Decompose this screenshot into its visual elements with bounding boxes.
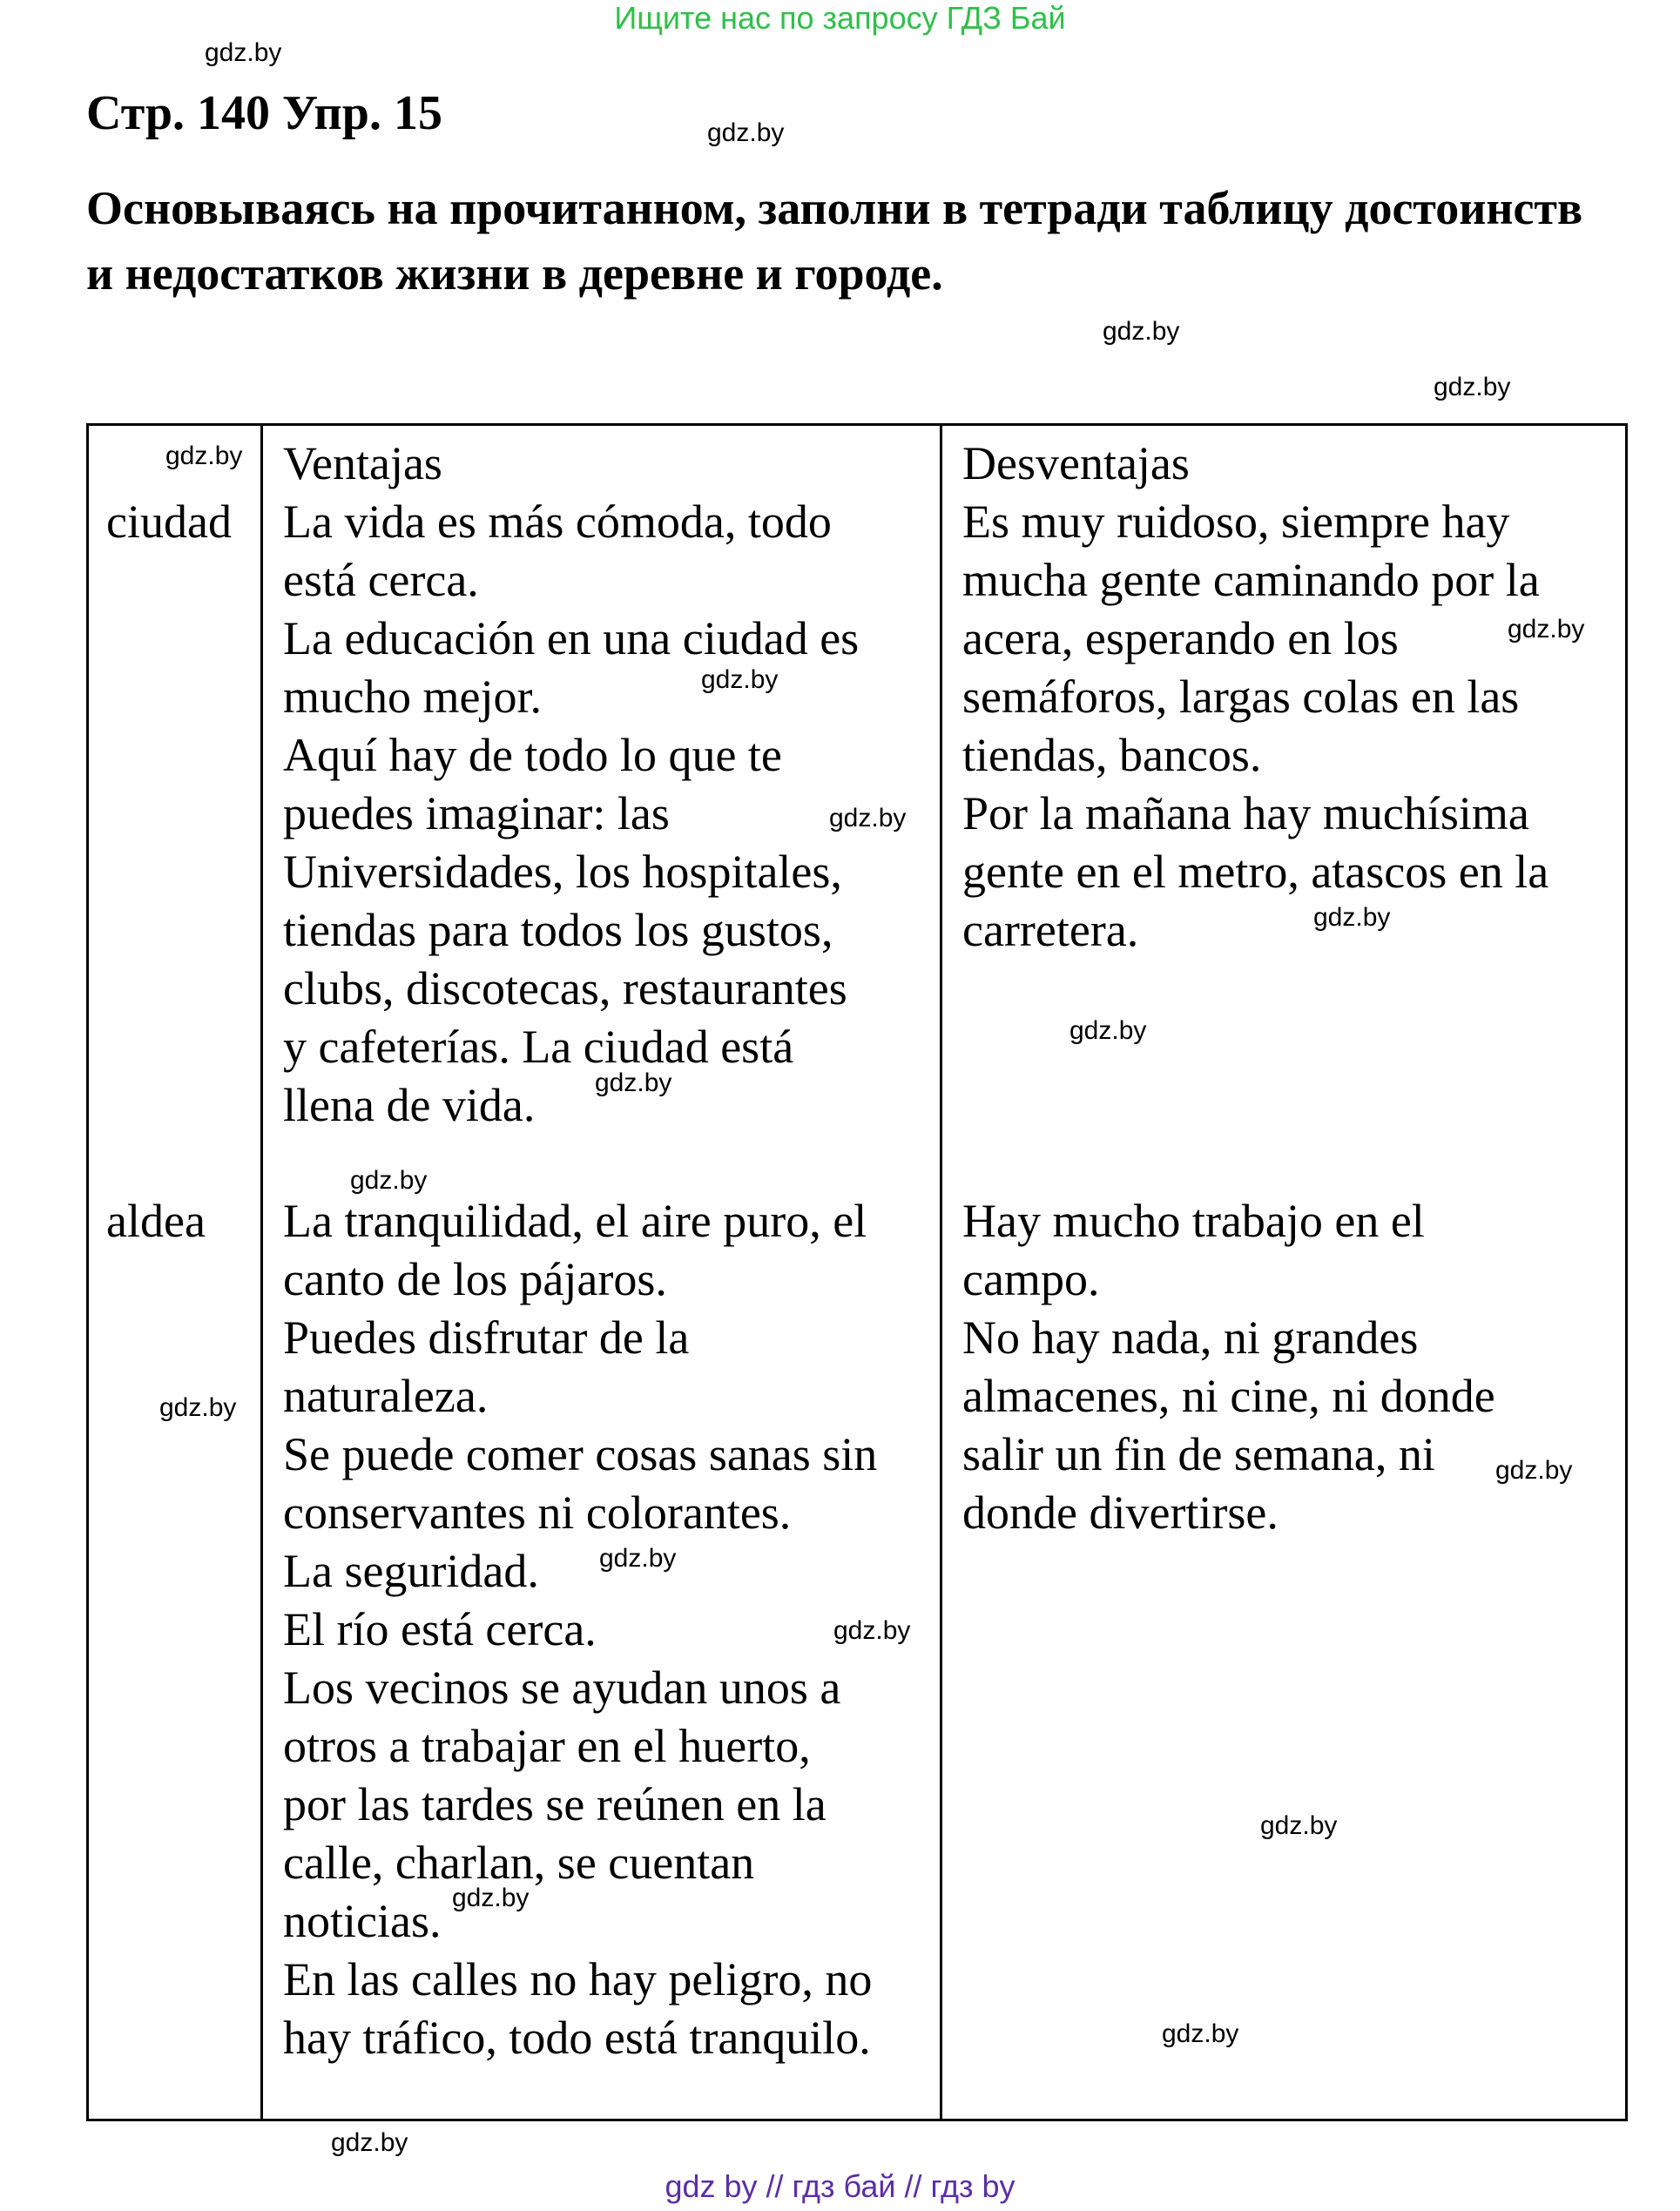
watermark: gdz.by (1260, 1811, 1338, 1840)
top-banner[interactable]: Ищите нас по запросу ГДЗ Бай (614, 0, 1066, 36)
watermark: gdz.by (829, 804, 907, 832)
watermark: gdz.by (1495, 1456, 1573, 1485)
watermark: gdz.by (205, 38, 282, 67)
watermark: gdz.by (1313, 903, 1391, 932)
watermark: gdz.by (350, 1166, 428, 1195)
header-ventajas: Ventajas (283, 437, 442, 489)
watermark: gdz.by (331, 2128, 408, 2157)
watermark: gdz.by (707, 118, 785, 147)
watermark: gdz.by (599, 1544, 677, 1573)
watermark: gdz.by (833, 1616, 911, 1645)
watermark: gdz.by (159, 1393, 237, 1422)
watermark: gdz.by (595, 1068, 672, 1097)
watermark: gdz.by (1069, 1016, 1147, 1045)
ciudad-ventajas: La vida es más cómoda, todo está cerca. La educación en una ciudad es mucho mejor. Aquí hay de todo lo que te puedes imaginar: las Universidades, los hospitales, tiendas para todos los gustos, clubs, discotecas, restaurantes y cafeterías. La ciudad está llena de vida. (283, 495, 860, 1131)
ciudad-desventajas: Es muy ruidoso, siempre hay mucha gente caminando por la acera, esperando en los semáforos, largas colas en las tiendas, bancos. Por la mañana hay muchísima gente en el metro, atascos en la carretera. (962, 495, 1549, 956)
watermark: gdz.by (1162, 2019, 1239, 2048)
watermark: gdz.by (165, 442, 243, 470)
watermark: gdz.by (1103, 317, 1180, 346)
watermark: gdz.by (1508, 615, 1585, 644)
page-title: Стр. 140 Упр. 15 (86, 86, 442, 140)
footer-links[interactable]: gdz by // гдз бай // гдз by (665, 2168, 1015, 2204)
header-desventajas: Desventajas (962, 437, 1190, 489)
row-label-aldea: aldea (106, 1195, 206, 1247)
column-divider (260, 426, 263, 2119)
watermark: gdz.by (701, 665, 779, 694)
task-instruction: Основываясь на прочитанном, заполни в тетради таблицу достоинств и недостатков жизни в деревне и городе. (86, 182, 1583, 300)
column-divider (940, 426, 942, 2119)
watermark: gdz.by (452, 1884, 530, 1912)
aldea-ventajas: La tranquilidad, el aire puro, el canto de los pájaros. Puedes disfrutar de la naturaleza. Se puede comer cosas sanas sin conservantes ni colorantes. La seguridad. El río está cerca. Los vecinos se ayudan unos a otros a trabajar en el huerto, por las tardes se reúnen en la calle, charlan, se cuentan noticias. En las calles no hay peligro, no hay tráfico, todo está tranquilo. (283, 1195, 878, 2064)
watermark: gdz.by (1434, 373, 1511, 401)
aldea-desventajas: Hay mucho trabajo en el campo. No hay nada, ni grandes almacenes, ni cine, ni donde salir un fin de semana, ni donde divertirse. (962, 1195, 1495, 1539)
row-label-ciudad: ciudad (106, 495, 232, 548)
comparison-table (86, 423, 1628, 2121)
